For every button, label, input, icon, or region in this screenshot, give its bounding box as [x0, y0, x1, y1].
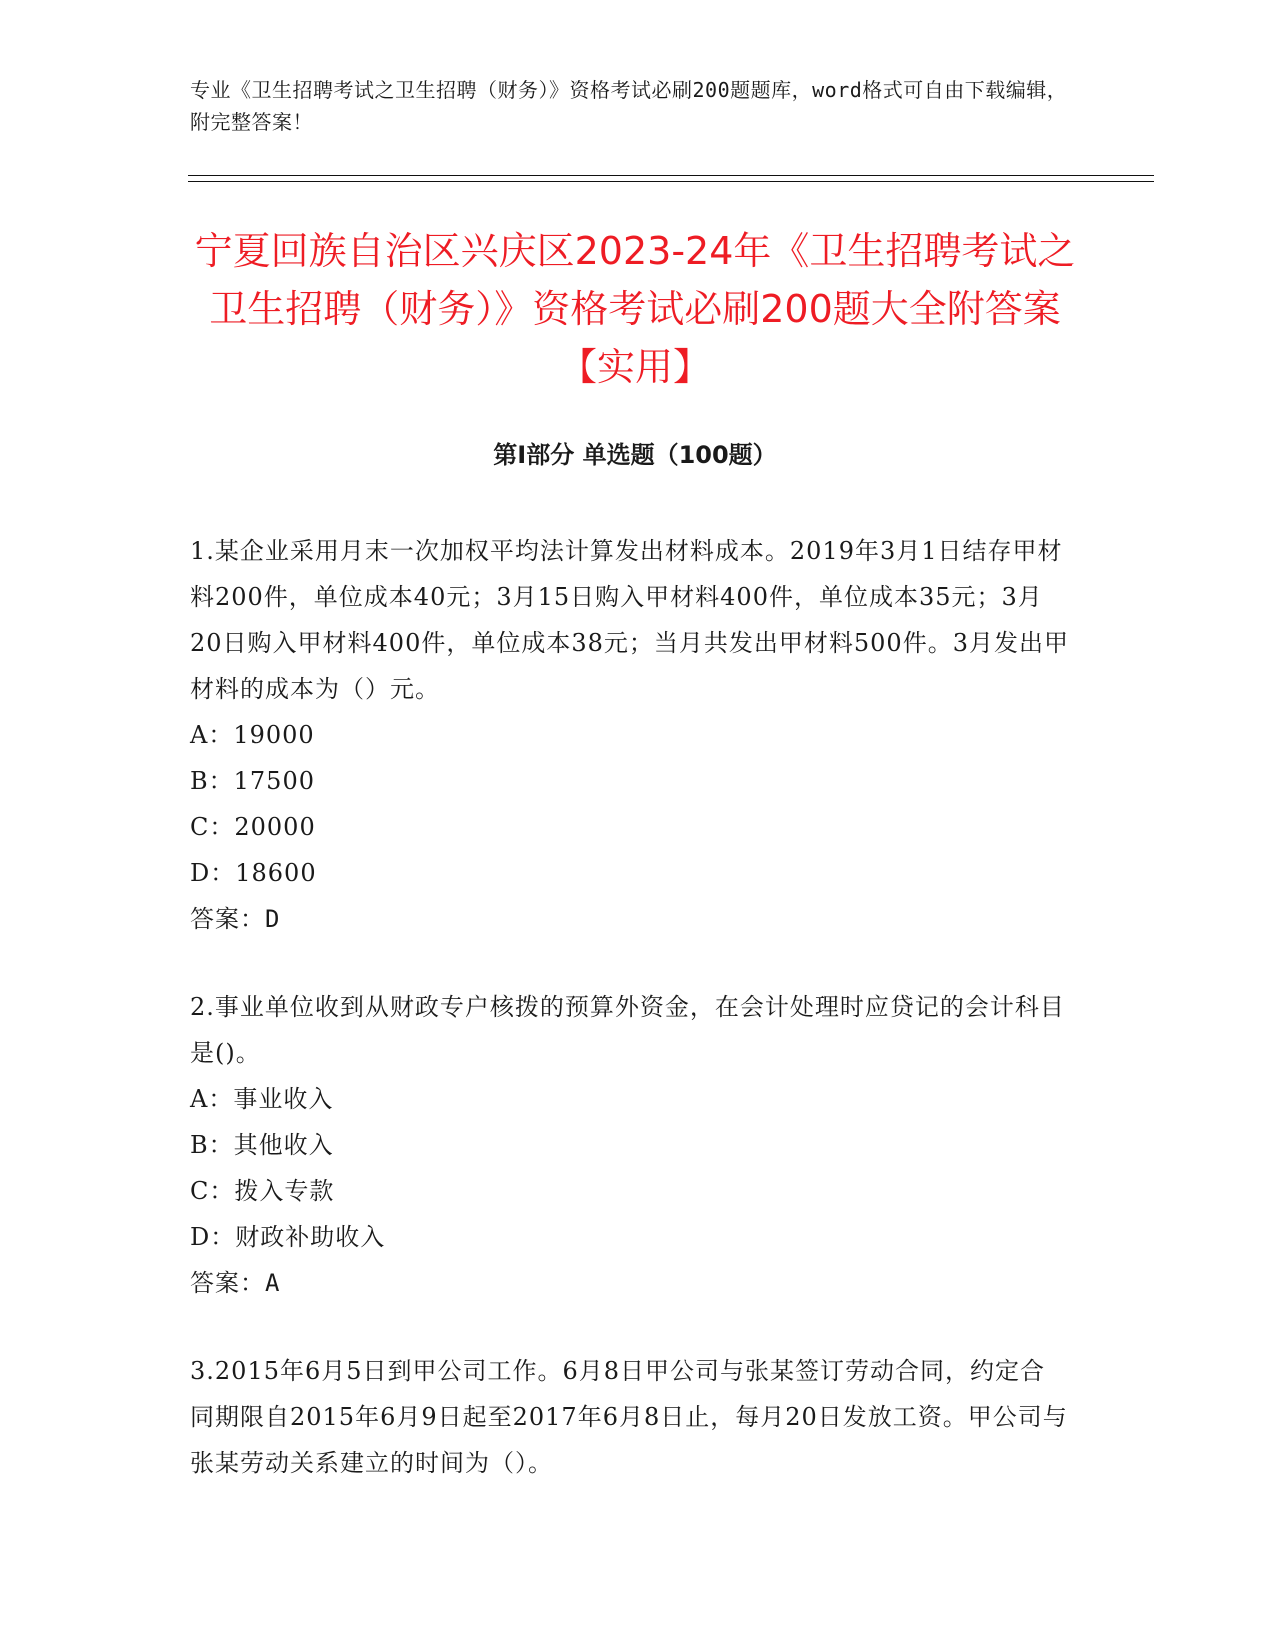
question-stem: 1.某企业采用月末一次加权平均法计算发出材料成本。2019年3月1日结存甲材料200件，单位成本40元；3月15日购入甲材料400件，单位成本35元；3月20日购入甲材料400件，单位成本38元；当月共发出甲材料500件。3月发出甲材料的成本为（）元。 — [190, 537, 1069, 703]
page-header-note: 专业《卫生招聘考试之卫生招聘（财务）》资格考试必刷200题题库，word格式可自由下载编辑，附完整答案！ — [190, 78, 1068, 134]
section-heading: 第I部分 单选题（100题） — [493, 441, 777, 469]
option-d: D：18600 — [190, 859, 317, 887]
answer-value: A — [265, 1269, 281, 1297]
question-stem: 3.2015年6月5日到甲公司工作。6月8日甲公司与张某签订劳动合同，约定合同期限自2015年6月9日起至2017年6月8日止，每月20日发放工资。甲公司与张某劳动关系建立的时间为（）。 — [190, 1357, 1068, 1477]
question-stem: 2.事业单位收到从财政专户核拨的预算外资金，在会计处理时应贷记的会计科目是()。 — [190, 993, 1065, 1067]
document-title: 宁夏回族自治区兴庆区2023-24年《卫生招聘考试之卫生招聘（财务）》资格考试必刷200题大全附答案【实用】 — [194, 229, 1076, 389]
header-divider-top — [188, 175, 1154, 176]
option-c: C：拨入专款 — [190, 1177, 335, 1205]
option-a: A：19000 — [190, 721, 315, 749]
option-c: C：20000 — [190, 813, 316, 841]
question-1 — [190, 528, 1070, 942]
answer-line — [190, 896, 1070, 942]
option-b: B：17500 — [190, 767, 315, 795]
option-b: B：其他收入 — [190, 1131, 334, 1159]
option-a: A：事业收入 — [190, 1085, 334, 1113]
answer-label: 答案： — [190, 905, 265, 933]
question-3 — [190, 1348, 1070, 1486]
answer-label: 答案： — [190, 1269, 265, 1297]
header-divider-bottom — [188, 181, 1154, 182]
option-d: D：财政补助收入 — [190, 1223, 386, 1251]
question-2 — [190, 984, 1070, 1306]
answer-value: D — [265, 905, 281, 933]
answer-line — [190, 1260, 1070, 1306]
